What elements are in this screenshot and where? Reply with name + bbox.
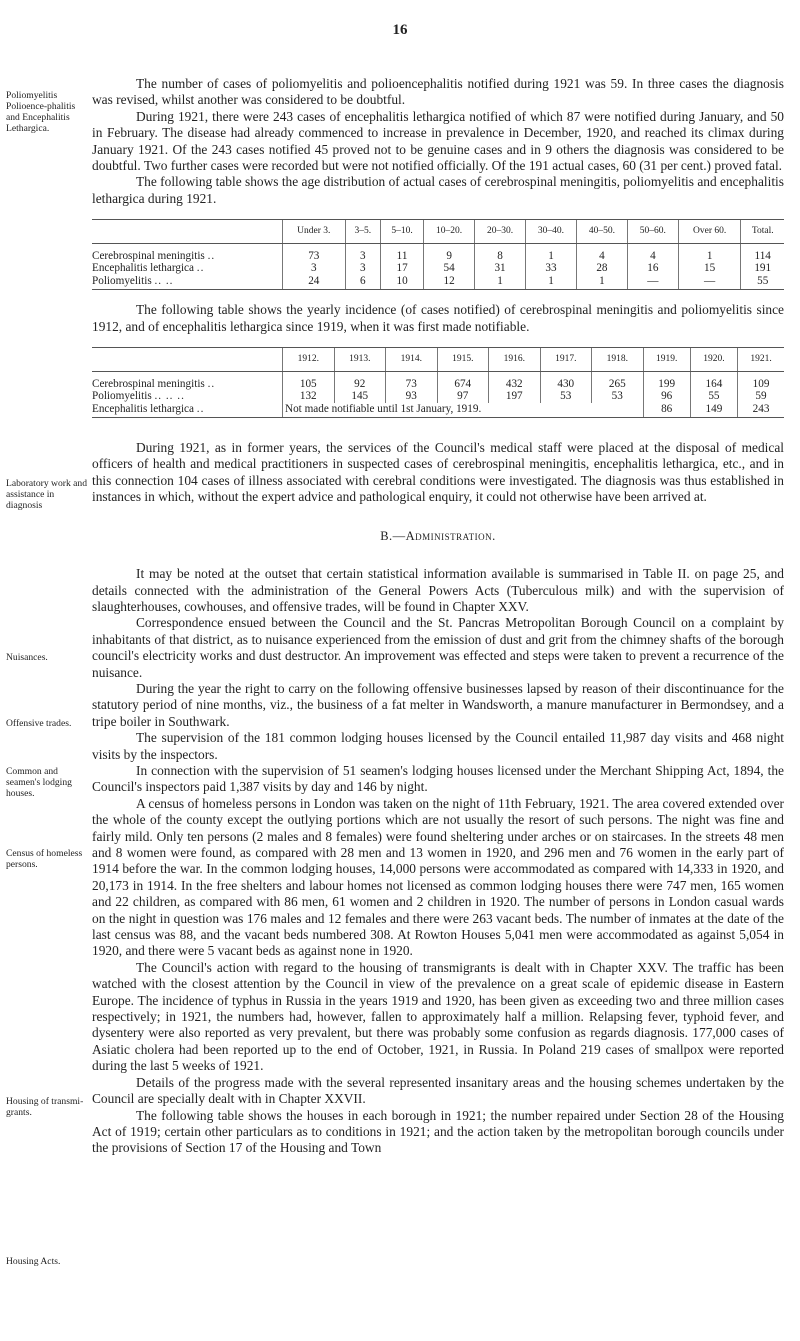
- row-label: Cerebrospinal meningitis ..: [92, 249, 216, 262]
- yearly-incidence-table: [92, 347, 784, 418]
- table-cell: 9: [424, 243, 475, 262]
- paragraph-offensive-trades: During the year the right to carry on the following offensive businesses lapsed by reason of their discontinuance for the statutory period of nine months, viz., the business of a fat melter in Wandsworth, a manure manufacturer in Bermondsey, and a tripe boiler in Southwark.: [92, 680, 784, 729]
- margin-note-laboratory: Laboratory work and assistance in diagnosis: [6, 478, 87, 511]
- table-cell: 24: [283, 275, 346, 290]
- table-cell: 197: [489, 390, 541, 403]
- paragraph-housing-table-intro: The following table shows the houses in each borough in 1921; the number repaired under Section 28 of the Housing Act of 1919; certain other particulars as to conditions in 1921; and the action taken by the metropolitan borough councils under the provisions of Section 17 of the Housing and Town: [92, 1107, 784, 1156]
- year-table-header-cell: 1917.: [540, 348, 592, 372]
- year-table-header-cell: 1912.: [283, 348, 335, 372]
- not-notifiable-note: Not made notifiable until 1st January, 1919.: [283, 403, 644, 418]
- table-cell: 109: [738, 371, 784, 390]
- table-cell: 1: [475, 275, 526, 290]
- row-label: Poliomyelitis .. ..: [92, 275, 283, 290]
- table-cell: 1: [526, 243, 577, 262]
- table-cell: 17: [380, 262, 423, 275]
- table-cell: 59: [738, 390, 784, 403]
- table-cell: 12: [424, 275, 475, 290]
- age-table-header-cell: 3–5.: [345, 220, 380, 244]
- table-cell: 132: [283, 390, 335, 403]
- table-cell: 96: [643, 390, 690, 403]
- paragraph-transmigrants: The Council's action with regard to the housing of transmigrants is dealt with in Chapter XXV. The traffic has been watched with the closest attention by the Council in view of the prevalence on a great scale of epidemic disease in Eastern Europe. The incidence of typhus in Russia in the years 1919 and 1920, has been given as exceeding two and three million cases respectively; in 1921, the numbers had, however, fallen to approximately half a million. Relapsing fever, typhoid fever, and dysentery were also reported as very prevalent, but there was probably some confusion as regards diagnosis. 177,000 cases of Asiatic cholera had been reported up to the end of October, 1921, in Russia. In Poland 219 cases of smallpox were reported during the last 5 weeks of 1921.: [92, 959, 784, 1074]
- paragraph-age-table-intro: The following table shows the age distribution of actual cases of cerebrospinal meningitis, poliomyelitis and encephalitis lethargica during 1921.: [92, 174, 784, 206]
- row-label: Cerebrospinal meningitis ..: [92, 377, 216, 390]
- table-cell: 97: [437, 390, 489, 403]
- margin-note-census: Census of homeless persons.: [6, 848, 83, 870]
- age-table-header-cell: Total.: [741, 220, 784, 244]
- table-cell: 3: [283, 262, 346, 275]
- margin-note-lodging-houses: Common and seamen's lodging houses.: [6, 766, 72, 799]
- year-table-header-cell: 1919.: [643, 348, 690, 372]
- age-table-header-blank: [92, 220, 283, 244]
- table-cell: 149: [690, 403, 737, 418]
- table-cell: 105: [283, 371, 335, 390]
- table-cell: 191: [741, 262, 784, 275]
- paragraph-seamens-lodging: In connection with the supervision of 51 seamen's lodging houses licensed under the Merchant Shipping Act, 1894, the Council's inspectors paid 1,387 visits by day and 146 by night.: [92, 762, 784, 795]
- paragraph-yearly-table-intro: The following table shows the yearly incidence (of cases notified) of cerebrospinal meningitis and poliomyelitis since 1912, and of encephalitis lethargica since 1919, when it was first made notifiable.: [92, 302, 784, 334]
- table-row: [92, 371, 784, 390]
- paragraph-encephalitis: During 1921, there were 243 cases of encephalitis lethargica notified of which 87 were notified during January, and 50 in February. The disease had already commenced to increase in prevalence in December, 1920, and reached its climax during January 1921. Of the 243 cases notified 45 proved not to be genuine cases and in 9 others the diagnosis was considered to be doubtful. Two further cases were recorded but were not notified officially. Of the 191 actual cases, 60 (31 per cent.) proved fatal.: [92, 108, 784, 174]
- table-cell: 1: [678, 243, 741, 262]
- age-distribution-table: [92, 219, 784, 290]
- table-cell: 430: [540, 371, 592, 390]
- year-table-header-cell: 1915.: [437, 348, 489, 372]
- table-row: [92, 243, 784, 262]
- table-row: [92, 390, 784, 403]
- table-cell: 53: [592, 390, 644, 403]
- table-cell: 73: [386, 371, 438, 390]
- table-cell: 54: [424, 262, 475, 275]
- table-cell: 4: [627, 243, 678, 262]
- age-table-header-cell: Under 3.: [283, 220, 346, 244]
- age-table-header-cell: 30–40.: [526, 220, 577, 244]
- paragraph-nuisances: Correspondence ensued between the Council and the St. Pancras Metropolitan Borough Council on a complaint by inhabitants of that district, as to nuisance experienced from the emission of dust and grit from the chimney shafts of the borough council's electricity works and dust destructor. An improvement was effected and steps were taken to prevent a recurrence of the nuisance.: [92, 615, 784, 680]
- main-text: [92, 50, 784, 1157]
- table-cell: 243: [738, 403, 784, 418]
- table-cell: 55: [741, 275, 784, 290]
- year-table-header-row: [92, 348, 784, 372]
- margin-note-housing-acts: Housing Acts.: [6, 1256, 61, 1267]
- table-cell: 145: [334, 390, 386, 403]
- row-label: Encephalitis lethargica ..: [92, 403, 283, 418]
- table-cell: 11: [380, 243, 423, 262]
- table-cell: —: [678, 275, 741, 290]
- table-cell: 33: [526, 262, 577, 275]
- age-table-header-cell: 40–50.: [576, 220, 627, 244]
- table-cell: 10: [380, 275, 423, 290]
- year-table-header-cell: 1920.: [690, 348, 737, 372]
- table-cell: 199: [643, 371, 690, 390]
- table-cell: 31: [475, 262, 526, 275]
- table-row: [92, 403, 784, 418]
- age-table-header-cell: 10–20.: [424, 220, 475, 244]
- table-cell: 8: [475, 243, 526, 262]
- page-number: 16: [392, 22, 408, 38]
- margin-note-nuisances: Nuisances.: [6, 652, 48, 663]
- table-cell: 55: [690, 390, 737, 403]
- table-cell: 265: [592, 371, 644, 390]
- age-table-header-cell: Over 60.: [678, 220, 741, 244]
- paragraph-common-lodging: The supervision of the 181 common lodging houses licensed by the Council entailed 11,987 day visits and 468 night visits by the inspectors.: [92, 730, 784, 762]
- table-cell: 674: [437, 371, 489, 390]
- table-cell: 3: [345, 262, 380, 275]
- table-cell: 86: [643, 403, 690, 418]
- year-table-header-cell: 1914.: [386, 348, 438, 372]
- table-cell: 73: [283, 243, 346, 262]
- table-cell: 432: [489, 371, 541, 390]
- row-label: Poliomyelitis .. .. ..: [92, 390, 185, 403]
- table-cell: 1: [576, 275, 627, 290]
- table-cell: 93: [386, 390, 438, 403]
- section-heading: B.—Administration.: [380, 528, 496, 543]
- table-row: [92, 262, 784, 275]
- row-label: Encephalitis lethargica ..: [92, 262, 205, 275]
- year-table-header-cell: 1918.: [592, 348, 644, 372]
- table-cell: 164: [690, 371, 737, 390]
- year-table-header-blank: [92, 348, 283, 372]
- table-cell: 53: [540, 390, 592, 403]
- margin-note-poliomyelitis: Poliomyelitis Polioence-phalitis and Encephalitis Lethargica.: [6, 90, 76, 134]
- age-table-header-cell: 50–60.: [627, 220, 678, 244]
- table-cell: 4: [576, 243, 627, 262]
- year-table-header-cell: 1921.: [738, 348, 784, 372]
- paragraph-census: A census of homeless persons in London was taken on the night of 11th February, 1921. The area covered extended over the whole of the county except the outlying portions which are not usually the resort of such persons. The night was fine and fairly mild. Only ten persons (2 males and 8 females) were found sheltering under arches or on staircases. In the streets 48 men and 8 women were found, as compared with 28 men and 13 women in 1920, and 296 men and 76 women in the early part of 1914 before the war. In the common lodging houses, 14,000 persons were accommodated as compared with 14,333 in 1920, and 20,173 in 1914. In the free shelters and labour homes not licensed as common lodging houses there were 747 men, 165 women and 22 children, as compared with 86 men, 61 women and 2 children in 1920. The number of persons in London casual wards on the night in question was 176 males and 12 females and there were 263 vacant beds. The number of inmates at the date of the last census was 88, and the vacant beds numbered 308. At Rowton Houses 5,041 men were accommodated as against 5,054 in 1920, and there were 5 vacant beds as against none in 1920.: [92, 795, 784, 959]
- table-cell: 28: [576, 262, 627, 275]
- paragraph-laboratory: During 1921, as in former years, the services of the Council's medical staff were placed at the disposal of medical officers of health and medical practitioners in suspected cases of cerebrospinal meningitis, encephalitis lethargica, etc., and in this connection 104 cases of illness associated with cerebral conditions were investigated. The diagnosis was thus established in instances in which, without the expert advice and pathological enquiry, it could not otherwise have been arrived at.: [92, 440, 784, 505]
- paragraph-housing-schemes: Details of the progress made with the several represented insanitary areas and the housing schemes undertaken by the Council are specially dealt with in Chapter XXVII.: [92, 1074, 784, 1107]
- table-cell: 92: [334, 371, 386, 390]
- paragraph-polio-cases: The number of cases of poliomyelitis and polioencephalitis notified during 1921 was 59. In three cases the diagnosis was revised, whilst another was considered to be doubtful.: [92, 76, 784, 108]
- age-table-header-cell: 5–10.: [380, 220, 423, 244]
- table-row: [92, 275, 784, 290]
- table-cell: 15: [678, 262, 741, 275]
- margin-note-transmigrants: Housing of transmi-grants.: [6, 1096, 84, 1118]
- age-table-header-row: [92, 220, 784, 244]
- table-cell: 1: [526, 275, 577, 290]
- table-cell: 3: [345, 243, 380, 262]
- table-cell: 114: [741, 243, 784, 262]
- year-table-header-cell: 1916.: [489, 348, 541, 372]
- table-cell: —: [627, 275, 678, 290]
- table-cell: 16: [627, 262, 678, 275]
- table-cell: 6: [345, 275, 380, 290]
- year-table-header-cell: 1913.: [334, 348, 386, 372]
- age-table-header-cell: 20–30.: [475, 220, 526, 244]
- paragraph-administration: It may be noted at the outset that certain statistical information available is summarised in Table II. on page 25, and details connected with the administration of the General Powers Acts (Tuberculous milk) and with the supervision of slaughterhouses, cowhouses, and offensive trades, will be found in Chapter XXV.: [92, 566, 784, 614]
- margin-note-offensive-trades: Offensive trades.: [6, 718, 72, 729]
